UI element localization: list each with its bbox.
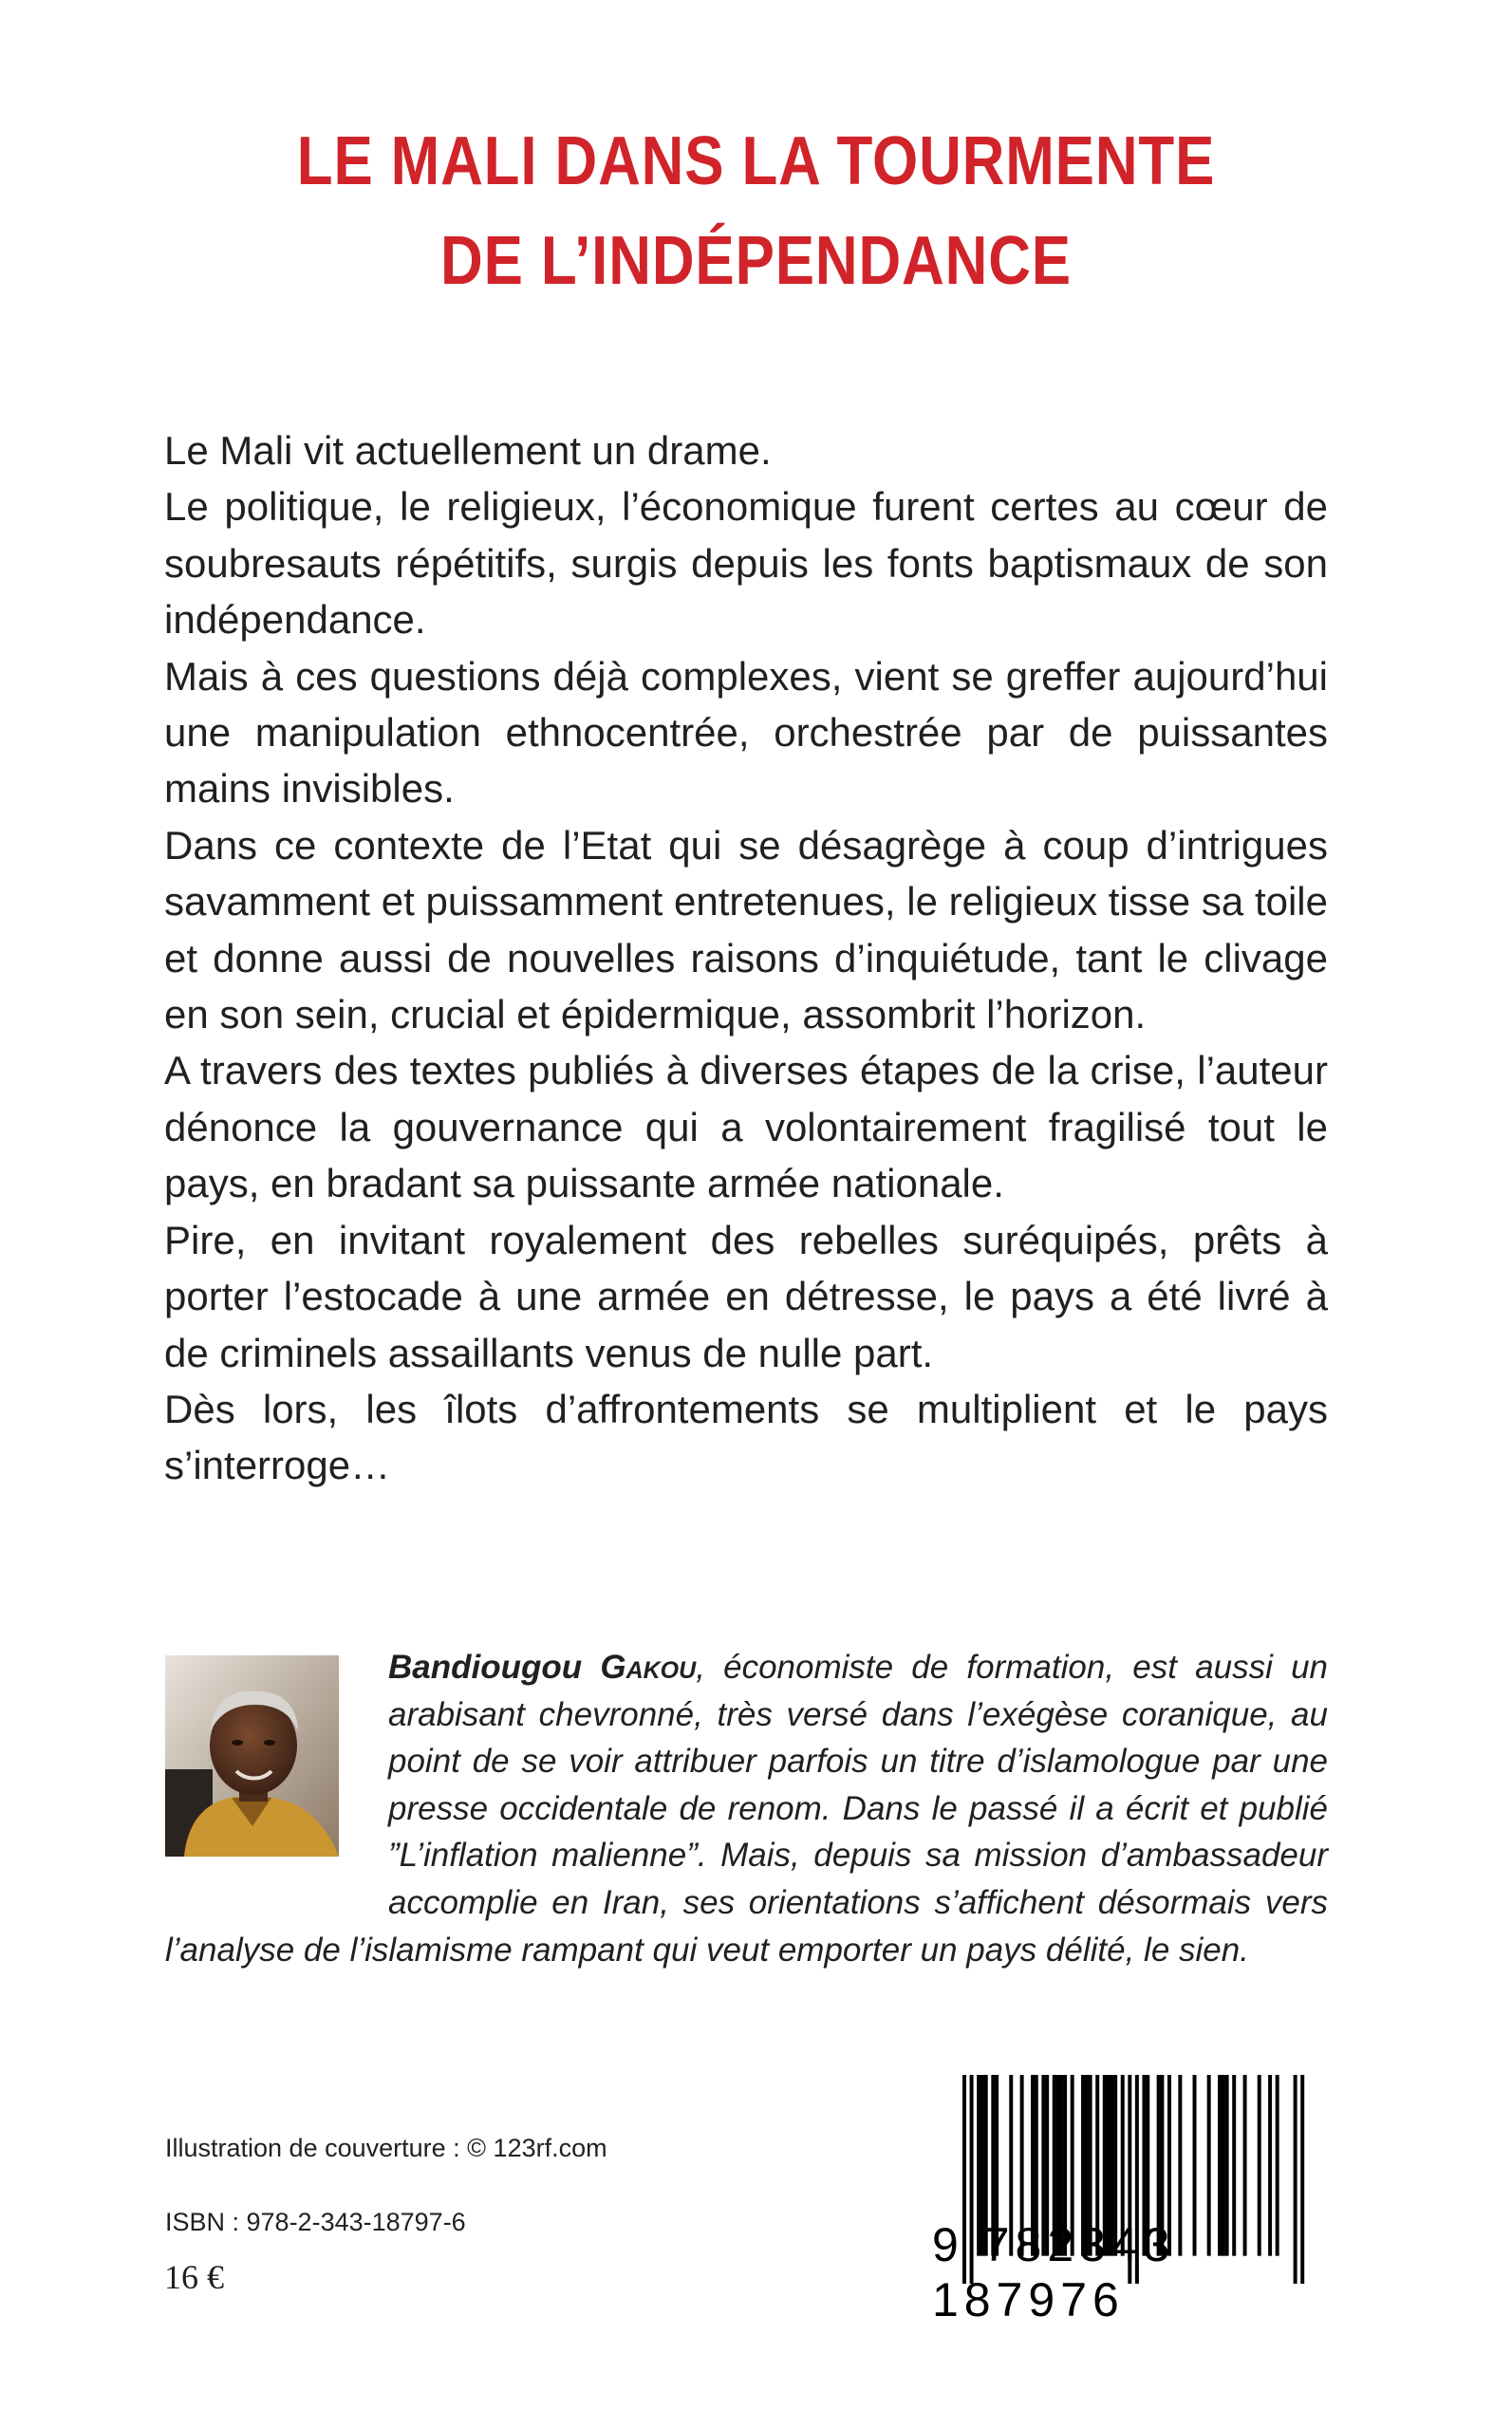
isbn: ISBN : 978-2-343-18797-6 [165, 2208, 466, 2236]
summary-paragraph: Mais à ces questions déjà complexes, vient se greffer aujourd’hui une manipulation ethnocentrée, orchestrée par de puissantes mains invisibles. [164, 653, 1328, 812]
summary-paragraph: Pire, en invitant royalement des rebelles suréquipés, prêts à porter l’estocade à une armée en détresse, le pays a été livré à de criminels assaillants venus de nulle part. [164, 1217, 1328, 1375]
barcode-number: 9 782343 187976 [932, 2218, 1176, 2326]
author-biography [165, 1644, 1328, 1973]
summary-paragraph: Le Mali vit actuellement un drame. [164, 428, 772, 473]
author-bio-text: , économiste de formation, est aussi un arabisant chevronné, très versé dans l’exégèse coranique, au point de se voir attribuer parfois un titre d’islamologue par une presse occidentale de renom. Dans le passé il a écrit et publié ”L’inflation malienne”. Mais, depuis sa mission d’ambassadeur accomplie en Iran, ses orientations s’affichent désormais vers l’analyse de l’islamisme rampant qui veut emporter un pays délité, le sien. [165, 1649, 1328, 1969]
summary-paragraph: Dans ce contexte de l’Etat qui se désagrège à coup d’intrigues savamment et puissamment entretenues, le religieux tisse sa toile et donne aussi de nouvelles raisons d’inquiétude, tant le clivage en son sein, crucial et épidermique, assombrit l’horizon. [164, 822, 1328, 1037]
summary-paragraph: Dès lors, les îlots d’affrontements se multiplient et le pays s’interroge… [164, 1386, 1328, 1488]
author-last-name: Gakou [600, 1649, 697, 1686]
back-cover-summary [164, 422, 1328, 1494]
book-title [106, 112, 1407, 311]
price: 16 € [164, 2258, 224, 2296]
author-first-name: Bandiougou [388, 1649, 583, 1686]
summary-paragraph: A travers des textes publiés à diverses étapes de la crise, l’auteur dénonce la gouvernance qui a volontairement fragilisé tout le pays, en bradant sa puissante armée nationale. [164, 1048, 1328, 1206]
book-title-line-1: LE MALI DANS LA TOURMENTE [296, 123, 1216, 199]
book-title-line-2: DE L’INDÉPENDANCE [440, 223, 1072, 299]
summary-paragraph: Le politique, le religieux, l’économique furent certes au cœur de soubresauts répétitifs, surgis depuis les fonts baptismaux de son indépendance. [164, 484, 1328, 643]
cover-illustration-credit: Illustration de couverture : © 123rf.com [165, 2134, 607, 2162]
